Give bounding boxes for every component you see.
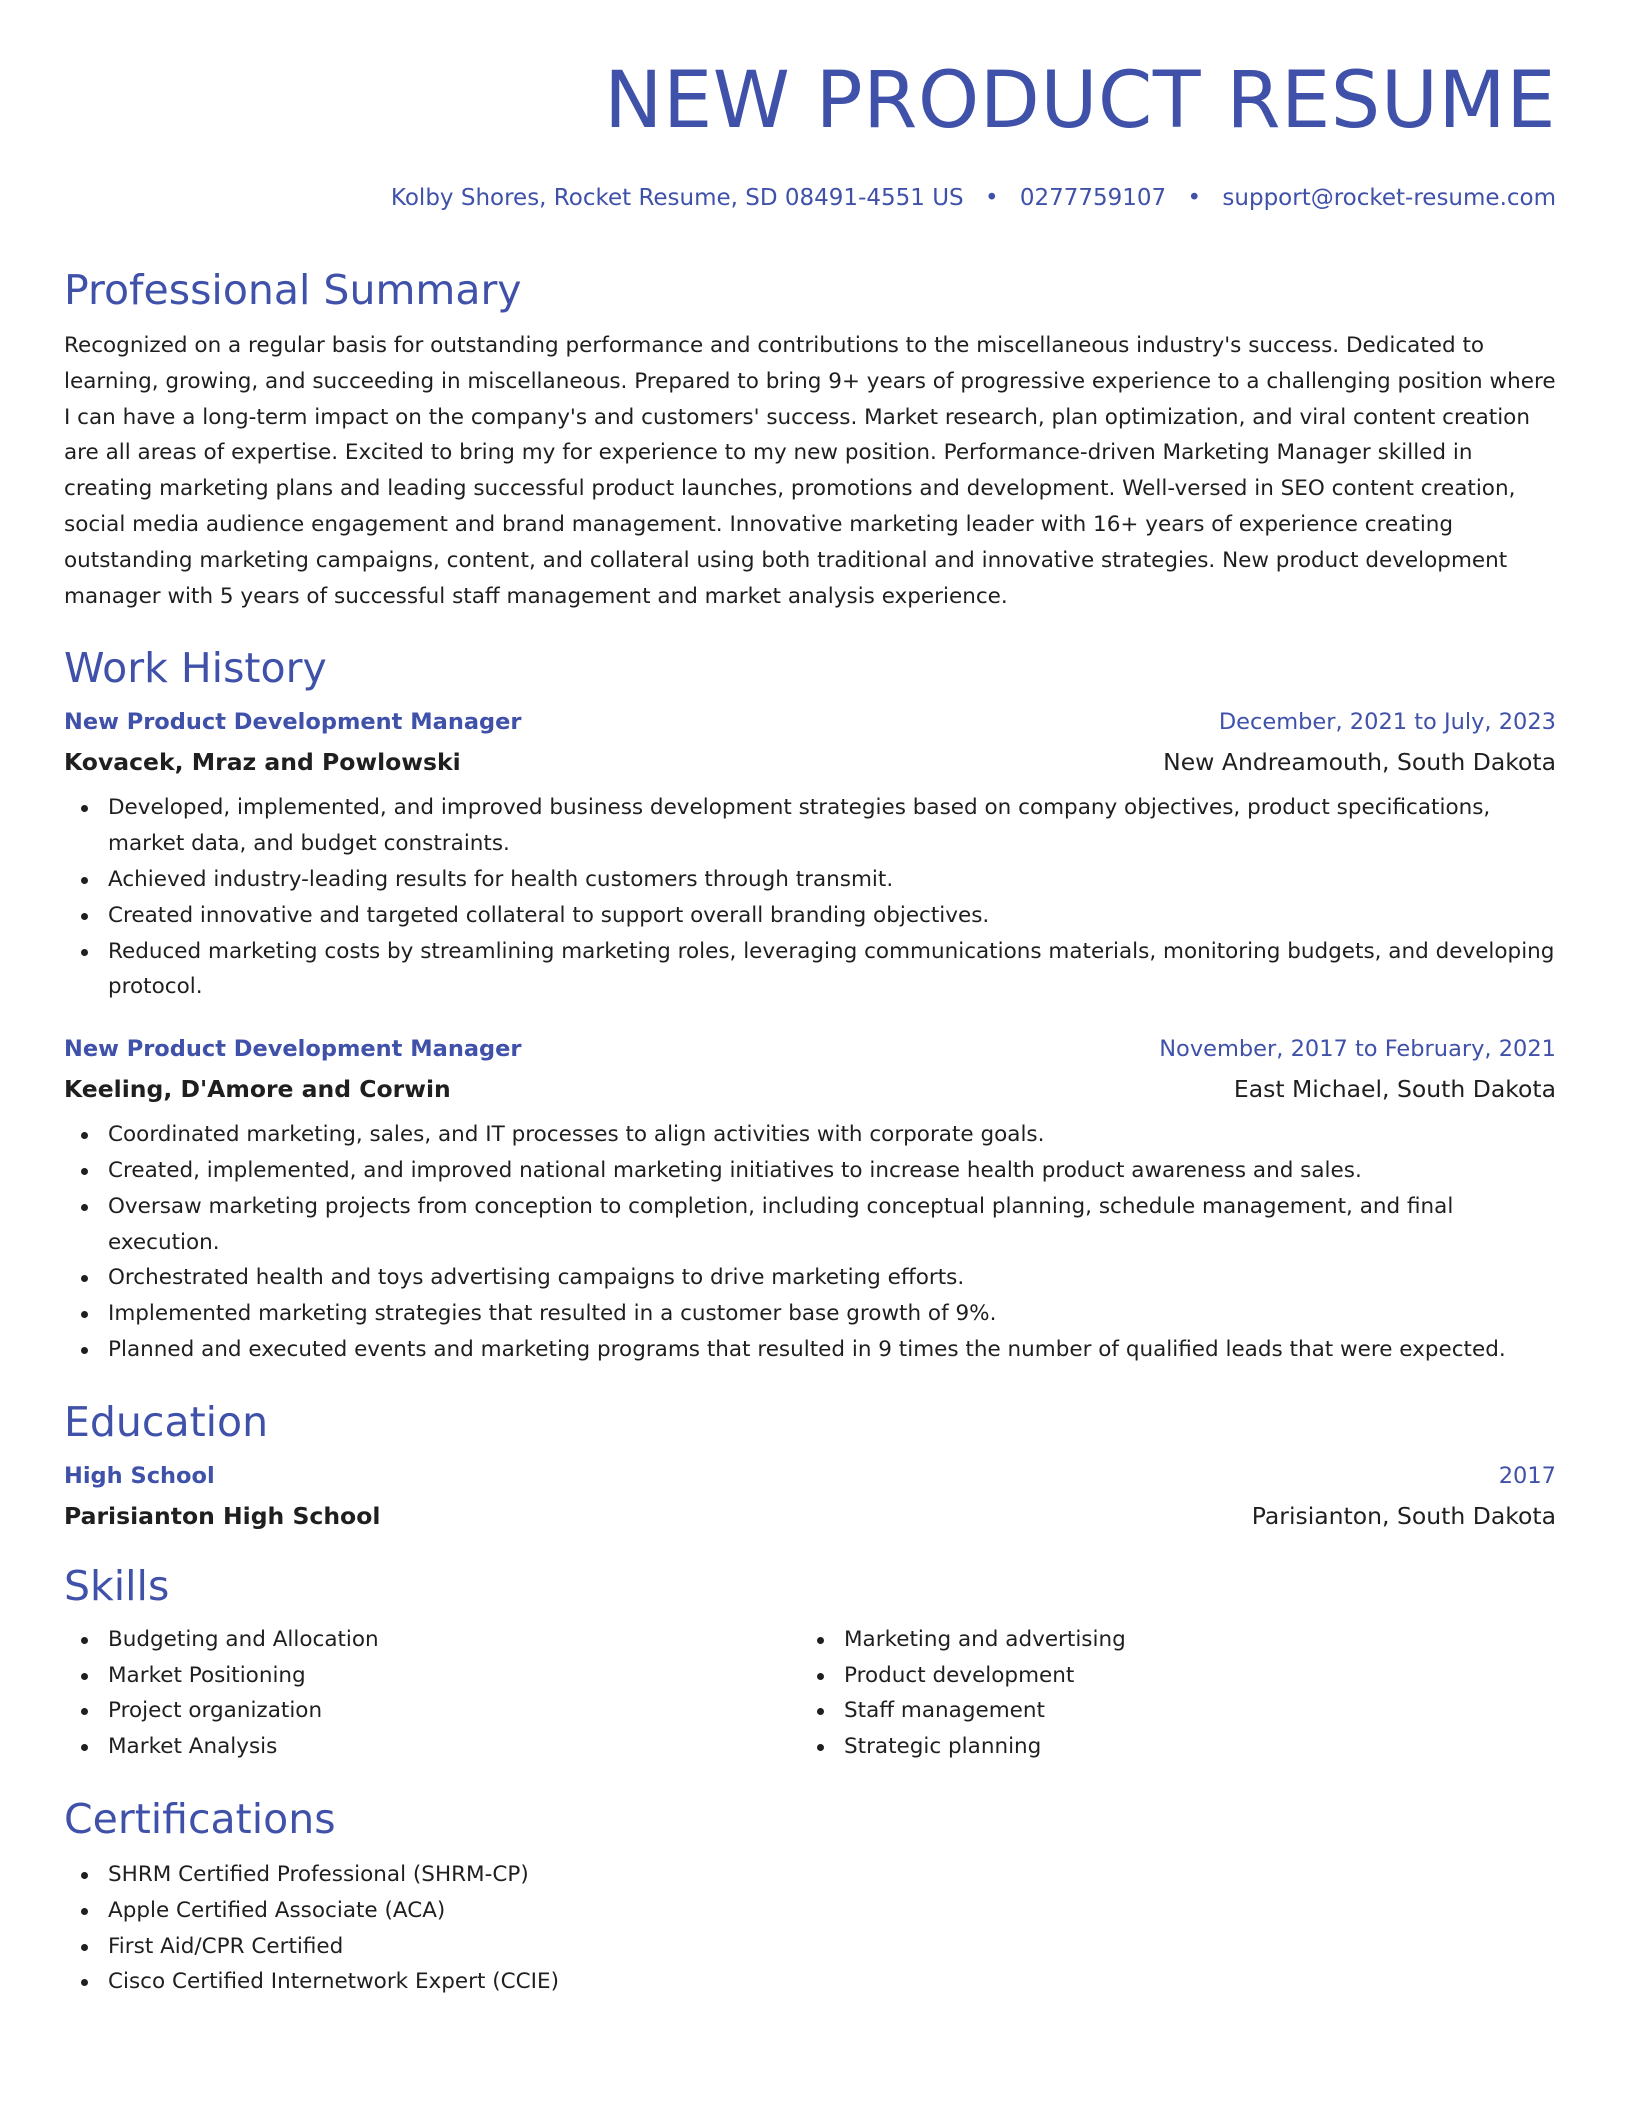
list-item: Product development [844,1658,1536,1694]
education-school: Parisianton High School [64,1501,381,1530]
contact-address: Kolby Shores, Rocket Resume, SD 08491-4551 US [390,185,964,211]
job-location: New Andreamouth, South Dakota [1163,748,1556,777]
job-title-row [64,706,1556,738]
skills-list-right [800,1622,1536,1765]
professional-summary-section [64,264,1556,614]
list-item: Developed, implemented, and improved business development strategies based on company objectives, product specifications, market data, and budget constraints. [108,790,1556,862]
certifications-section [64,1793,1556,2000]
job-title-row [64,1033,1556,1065]
certifications-list [64,1857,1556,2000]
job-dates: November, 2017 to February, 2021 [1159,1036,1556,1063]
skills-column-right [800,1622,1536,1765]
section-heading-summary: Professional Summary [64,266,522,314]
list-item: Project organization [108,1693,800,1729]
resume-title: NEW PRODUCT RESUME [604,56,1556,146]
section-heading-education: Education [64,1397,269,1446]
list-item: Market Analysis [108,1729,800,1765]
list-item: Planned and executed events and marketing programs that resulted in 9 times the number of qualified leads that were expected. [108,1332,1556,1368]
list-item: Oversaw marketing projects from conception to completion, including conceptual planning, schedule management, and final execution. [108,1189,1556,1261]
work-history-section [64,642,1556,1367]
education-degree-row [64,1460,1556,1492]
list-item: Staff management [844,1693,1536,1729]
list-item: Reduced marketing costs by streamlining marketing roles, leveraging communications materials, monitoring budgets, and developing protocol. [108,934,1556,1006]
job-bullets [64,790,1556,1005]
employer-row [64,1073,1556,1105]
list-item: Market Positioning [108,1658,800,1694]
list-item: Created, implemented, and improved national marketing initiatives to increase health product awareness and sales. [108,1153,1556,1189]
section-heading-certifications: Certifications [64,1794,336,1843]
education-school-row [64,1500,1556,1532]
list-item: First Aid/CPR Certified [108,1929,1556,1965]
summary-text: Recognized on a regular basis for outstanding performance and contributions to the miscellaneous industry's success. Dedicated to learning, growing, and succeeding in miscellaneous. Prepared to bring 9+ years of progressive experience to a challenging position where I can have a long-term impact on the company's and customers' success. Market research, plan optimization, and viral content creation are all areas of expertise. Excited to bring my for experience to my new position. Performance-driven Marketing Manager skilled in creating marketing plans and leading successful product launches, promotions and development. Well-versed in SEO content creation, social media audience engagement and brand management. Innovative marketing leader with 16+ years of experience creating outstanding marketing campaigns, content, and collateral using both traditional and innovative strategies. New product development manager with 5 years of successful staff management and market analysis experience. [64,333,1556,609]
section-heading-work: Work History [64,644,327,693]
job-dates: December, 2021 to July, 2023 [1218,709,1556,736]
education-degree: High School [64,1462,215,1489]
list-item: Marketing and advertising [844,1622,1536,1658]
list-item: Strategic planning [844,1729,1536,1765]
list-item: Achieved industry-leading results for health customers through transmit. [108,862,1556,898]
section-heading-skills: Skills [64,1561,170,1610]
list-item: Apple Certified Associate (ACA) [108,1893,1556,1929]
job-title: New Product Development Manager [64,1036,522,1063]
list-item: Created innovative and targeted collateral to support overall branding objectives. [108,898,1556,934]
list-item: Coordinated marketing, sales, and IT processes to align activities with corporate goals. [108,1117,1556,1153]
employer-name: Keeling, D'Amore and Corwin [64,1075,451,1104]
list-item: Cisco Certified Internetwork Expert (CCIE) [108,1964,1556,2000]
skills-columns [64,1622,1556,1765]
contact-email: support@rocket-resume.com [1222,185,1556,211]
list-item: Orchestrated health and toys advertising campaigns to drive marketing efforts. [108,1260,1556,1296]
resume-page [64,56,1556,2000]
education-location: Parisianton, South Dakota [1251,1501,1556,1530]
skills-list-left [64,1622,800,1765]
employer-row [64,746,1556,778]
education-year: 2017 [1498,1462,1556,1489]
employer-name: Kovacek, Mraz and Powlowski [64,748,461,777]
list-item: Implemented marketing strategies that resulted in a customer base growth of 9%. [108,1296,1556,1332]
job-bullets [64,1117,1556,1368]
job-entry [64,1033,1556,1368]
job-location: East Michael, South Dakota [1233,1075,1556,1104]
skills-section [64,1560,1556,1765]
list-item: Budgeting and Allocation [108,1622,800,1658]
job-title: New Product Development Manager [64,709,522,736]
contact-phone: 0277759107 [1019,185,1167,211]
skills-column-left [64,1622,800,1765]
job-entry [64,706,1556,1005]
contact-separator: • [1187,185,1202,211]
list-item: SHRM Certified Professional (SHRM-CP) [108,1857,1556,1893]
contact-separator: • [984,185,999,211]
education-section [64,1396,1556,1532]
contact-line [64,182,1556,214]
